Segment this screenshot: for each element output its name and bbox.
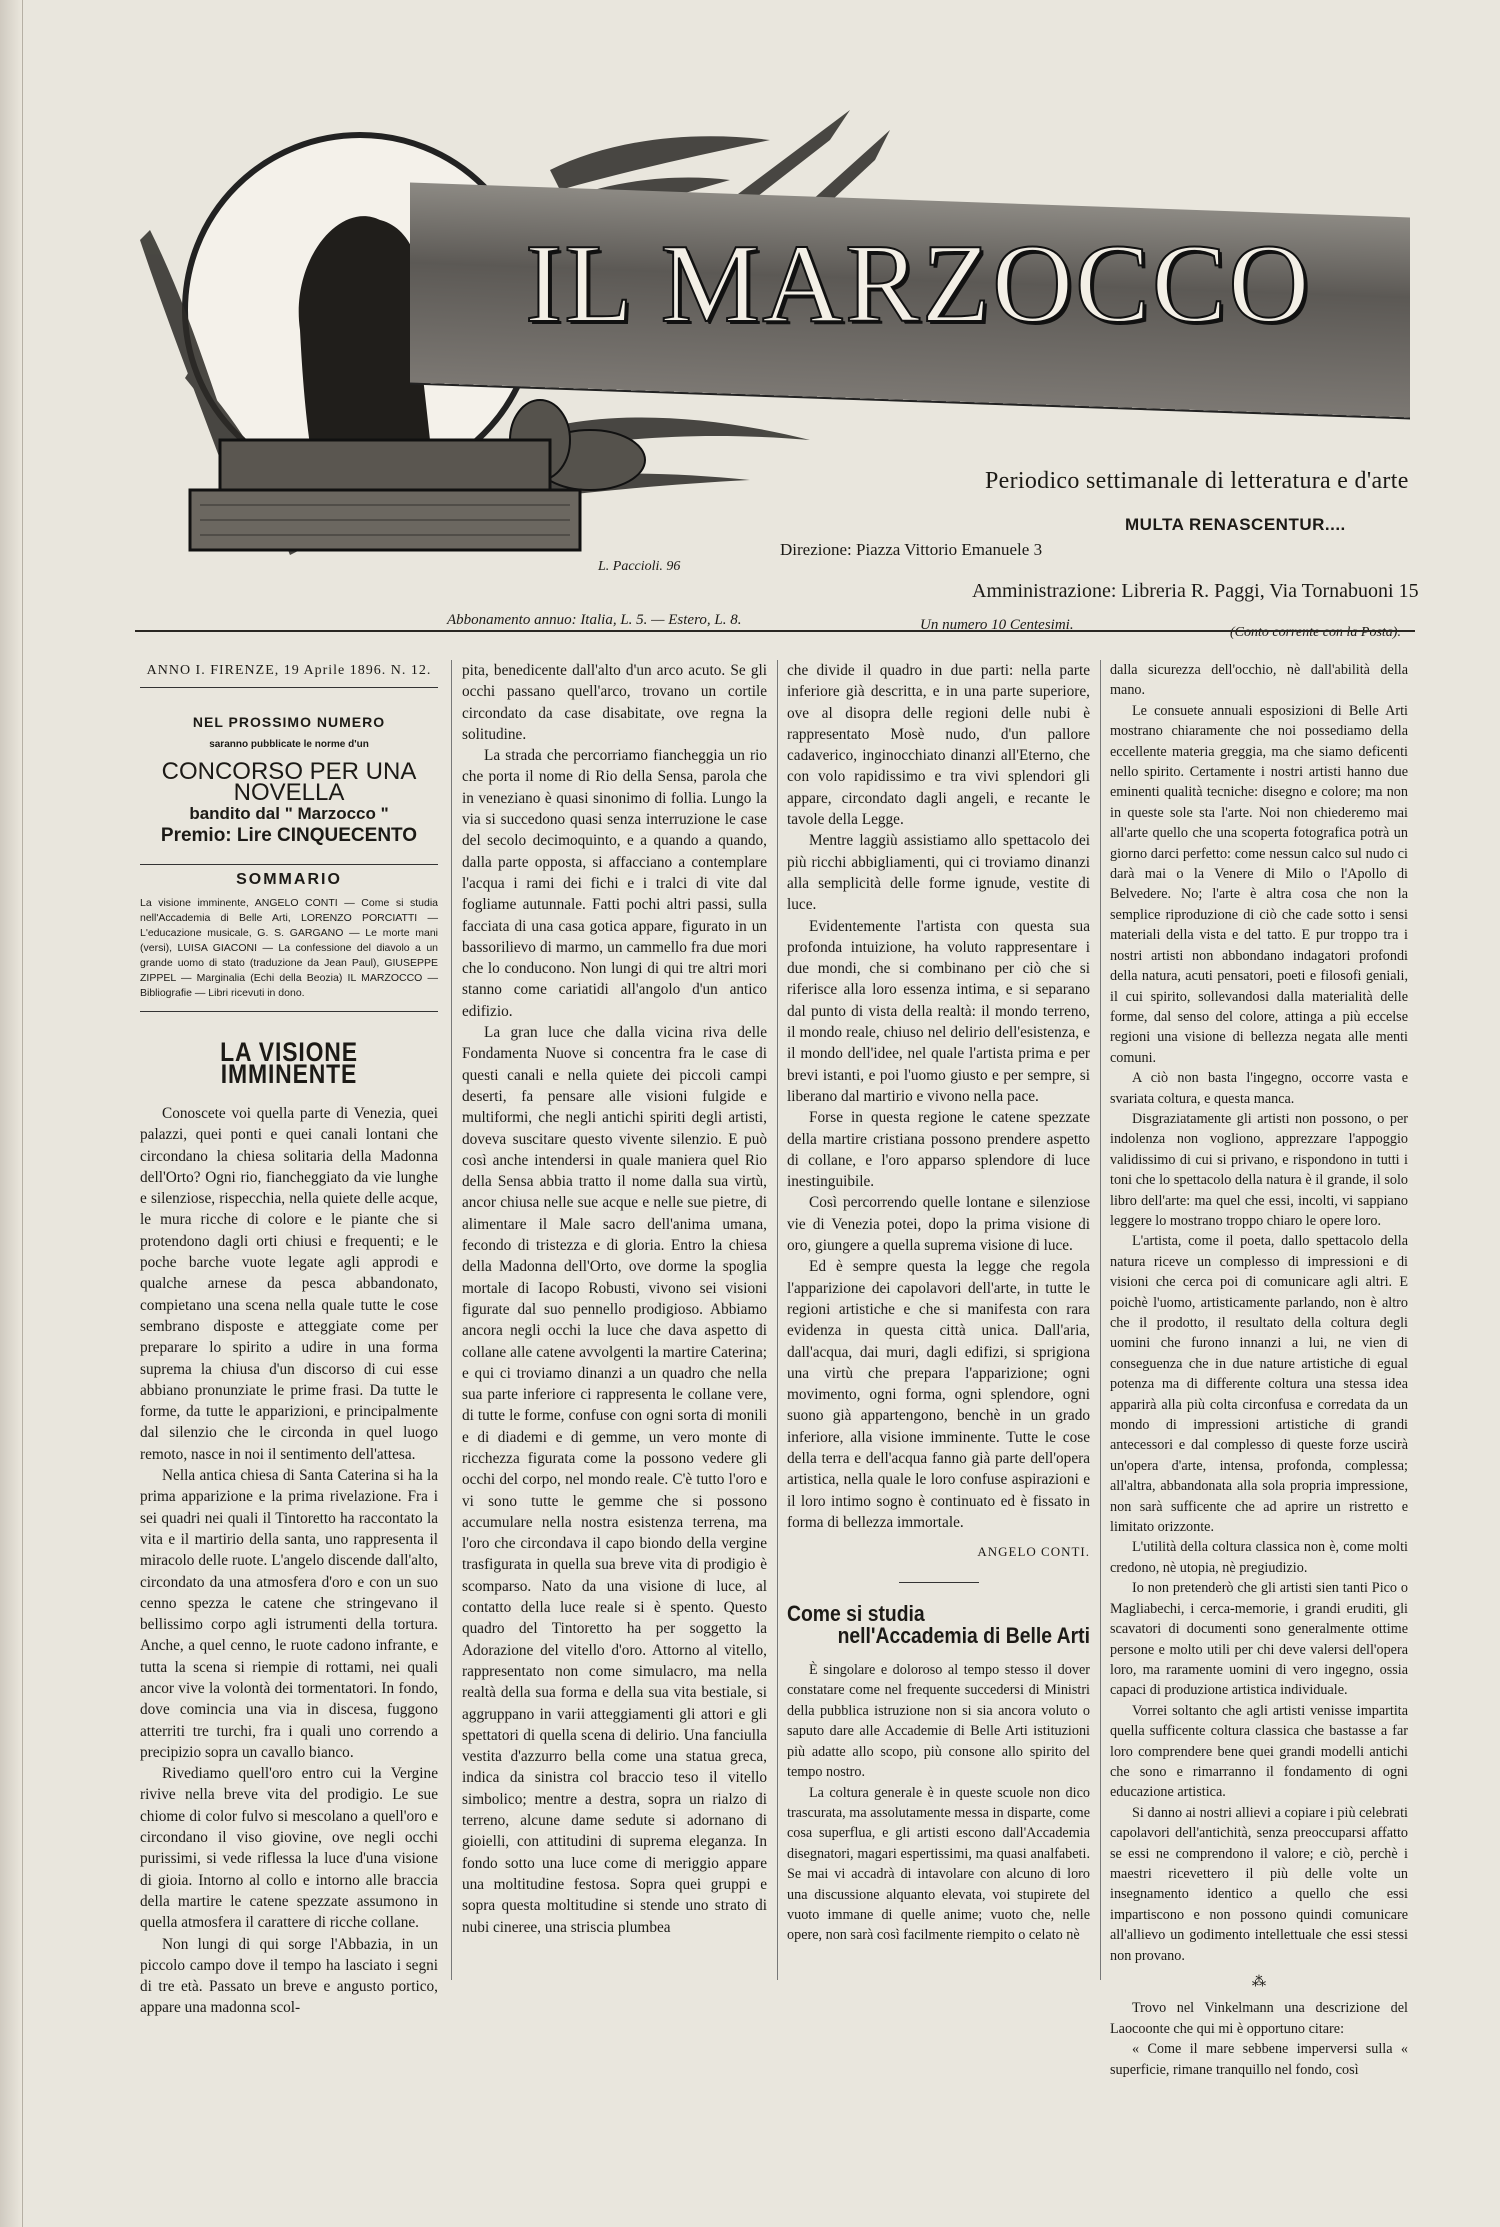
prossimo-sub: saranno pubblicate le norme d'un xyxy=(209,738,369,750)
conto-line: (Conto corrente con la Posta). xyxy=(1230,625,1401,640)
paragraph: Evidentemente l'artista con questa sua profonda intuizione, ha voluto rappresentare i due mondi, che si combinano per ciò che si riferisce alla loro essenza intima, e si separano dal punto di vista della realtà: il mondo terreno, il mondo reale, chiuso nel delirio dell'esistenza, e il mondo dell'idee, nel quale l'artista prima e per brevi istanti, e poi l'uomo giusto e per sempre, si liberano dal martirio e vivono nella pace. xyxy=(787,917,1090,1105)
paragraph: Mentre laggiù assistiamo allo spettacolo dei più ricchi abbigliamenti, qui ci troviamo dinanzi alla semplicità delle forme ignude, vestite di luce. xyxy=(787,832,1090,914)
concorso-premio: Premio: Lire CINQUECENTO xyxy=(160,824,418,846)
amministrazione-line: Amministrazione: Libreria R. Paggi, Via Tornabuoni 15 xyxy=(972,580,1419,602)
paragraph: Si danno ai nostri allievi a copiare i più celebrati capolavori dell'antichità, senza preoccuparsi affatto se essi ne comprendono il valore; e ciò, perchè i maestri ricevettero il più delle volte un insegnamento identico a quello che essi impartiscono e non possono quindi comunicare all'allievo un godimento intellettuale che essi stessi non provano. xyxy=(1110,1804,1408,1964)
paragraph: Disgraziatamente gli artisti non possono, o per indolenza non vogliono, apprezzare l'appoggio validissimo di cui si privano, e rispondono in tutti i toni che lo spettacolo della natura è il grande, il solo libro dell'arte: ma quel che essi, incolti, vi sappiano leggere lo mostrano troppo chiaro le opere loro. xyxy=(1110,1110,1408,1229)
paragraph: dalla sicurezza dell'occhio, nè dall'abilità della mano. xyxy=(1110,662,1408,699)
paragraph: Vorrei soltanto che agli artisti venisse impartita quella sufficente coltura classica che bastasse a far loro comprendere bene quei grandi modelli antichi che sono e rimarranno il fondamento di ogni educazione artistica. xyxy=(1110,1702,1408,1801)
masthead-motto: MULTA RENASCENTUR.... xyxy=(1125,515,1346,534)
paragraph: Le consuete annuali esposizioni di Belle Arti mostrano chiaramente che noi possediamo della eccellente materia greggia, ma che siamo deficenti nello spirito. Certamente i nostri artisti hanno due eminenti qualità tecniche: disegno e colore; ma non in queste sole sta l'arte. Noi non chiederemo mai all'arte quello che una scoperta fotografica potrà un giorno darci perfetto: come nessun calco sul nudo ci darà mai o la Venere di Milo o l'Apollo di Belvedere. No; l'arte è altra cosa che non la semplice riproduzione di ciò che cade sotto i sensi materiali della vista e del tatto. E pur troppo tra i nostri artisti non abbondano indagatori profondi della natura, acuti pensatori, poeti e filosofi geniali, il cui spirito, sollevandosi dalla materialità delle forme, dal senso del colore, attinga a più eccelse regioni una visione di bellezza negata alle menti comuni. xyxy=(1110,702,1408,1066)
separator xyxy=(899,1582,979,1583)
concorso-bandito: bandito dal " Marzocco " xyxy=(189,804,389,824)
column-3 xyxy=(787,660,1090,1946)
masthead-title: IL MARZOCCO xyxy=(525,222,1312,346)
paragraph: È singolare e doloroso al tempo stesso il dover constatare come nel frequente succedersi di Ministri della pubblica istruzione non si sia ancora voluto o saputo dare alle Accademie di Belle Arti istituzioni più adatte allo scopo, più consone allo spirito del tempo nostro. xyxy=(787,1662,1090,1781)
paragraph: La strada che percorriamo fiancheggia un rio che porta il nome di Rio della Sensa, parola che in veneziano è quasi sinonimo di follia. Lungo la via si succedono quasi senza interruzione le case del secolo decimoquinto, e a quando a quando, dalla parte opposta, si affacciano a contemplare l'acqua i rami dei fichi e i tralci di vite dal fogliame autunnale. Fatti pochi altri passi, sulla facciata di una casa gotica appare, figurato in un bassorilievo di marmo, un cammello fra due mori che lo conducono. Non lungi di qui tre altri mori stanno come cariatidi all'angolo d'un antico edifizio. xyxy=(462,747,767,1020)
paragraph: che divide il quadro in due parti: nella parte inferiore già descritta, e in una parte superiore, ove al disopra delle regioni delle nubi è rappresentato Mosè nudo, d'un pallore cadaverico, inginocchiato dinanzi all'Eterno, che con volo rapidissimo e tra vivi splendori gli appare, circondato dagli angeli, e recante le tavole della Legge. xyxy=(787,662,1090,829)
paragraph: La gran luce che dalla vicina riva delle Fondamenta Nuove si concentra fra le case di questi canali e nella quiete dei piccoli campi deserti, fa pensare alle visioni fulgide e multiformi, che negli antichi spiriti degli artisti, doveva suscitare questo vivente silenzio. E può così anche intendersi in quale maniera quel Rio della Sensa abbia tratto il nome dalla sua virtù, ancor chiusa nelle sue acque e nelle sue pietre, di alimentare il Male sacro dell'anima umana, fecondo di tristezza e di gloria. Entro la chiesa della Madonna dell'Orto, ove dorme la spoglia mortale di Iacopo Robusti, vivono sei visioni figurate dal suo pennello prodigioso. Abbiamo ancora negli occhi la luce che dava aspetto di collane alle catene avvolgenti la martire Caterina; e qui ci troviamo dinanzi a un quadro che nella sua parte inferiore ci rappresenta le collane vere, di tutte le forme, confuse con ogni sorta di monili e di diademi e di gemme, un vero monte di ricchezza figurata come la possono vedere gli occhi del corpo, nel mondo reale. C'è tutto l'oro e vi sono tutte le gemme che si possono accumulare nella nostra esistenza terrena, ma l'oro che circondava il capo biondo della vergine trasfigurata in quella sua breve vita di prodigio è scomparso. Nato da una visione di luce, al contatto della luce reale si è spento. Questo quadro del Tintoretto ha per soggetto la Adorazione del vitello d'oro. Attorno al vitello, rappresentato non come simulacro, ma nella realtà della sua forma e della sua vita bestiale, si aggruppano in varii atteggiamenti gli attori e gli spettatori di quella scena di delirio. Una fanciulla vestita d'azzurro bella come una statua greca, indica da sinistra col braccio teso il vitello simbolico; mentre a destra, sopra un rialzo di terreno, alcune dame sedute si adornano di gioielli, con attitudini di suprema eleganza. In fondo sotto una luce come di meriggio appare una moltitudine festosa. Sopra quei gruppi e sopra questa moltitudine si stende uno strato di nubi cineree, una striscia plumbea xyxy=(462,1024,767,1936)
paragraph: « Come il mare sebbene imperversi sulla « superficie, rimane tranquillo nel fondo, così xyxy=(1110,2041,1408,2078)
issue-line: ANNO I. FIRENZE, 19 Aprile 1896. N. 12. xyxy=(146,663,432,678)
abbonamento-line: Abbonamento annuo: Italia, L. 5. — Estero, L. 8. xyxy=(447,612,742,628)
paragraph: Così percorrendo quelle lontane e silenziose vie di Venezia potei, dopo la prima visione di oro, giungere a quella suprema visione di luce. xyxy=(787,1194,1090,1255)
paragraph: Rivediamo quell'oro entro cui la Vergine rivive nella breve vita del prodigio. Le sue chiome di color fulvo si mescolano a quell'oro e circondano il viso giovine, ove negli occhi purissimi, si vede riflessa la luce d'una visione di gioia. Intorno al collo e intorno alle braccia della martire le catene spezzate assumono in quella atmosfera il carattere di ricche collane. xyxy=(140,1765,438,1932)
paragraph: Non lungi di qui sorge l'Abbazia, in un piccolo campo dove il tempo ha lasciato i segni di tre età. Passato un breve e angusto portico, appare una madonna scol- xyxy=(140,1935,438,2017)
masthead-subtitle: Periodico settimanale di letteratura e d'arte xyxy=(985,468,1409,494)
sommario-text: La visione imminente, ANGELO CONTI — Come si studia nell'Accademia di Belle Arti, LORENZO PORCIATTI — L'educazione musicale, G. S. GARGANO — Le morte mani (versi), LUISA GIACONI — La confessione del diavolo a un grande uomo di stato (traduzione da Jean Paul), GIUSEPPE ZIPPEL — Marginalia (Echi della Beozia) IL MARZOCCO — Bibliografie — Libri ricevuti in dono. xyxy=(140,897,438,1000)
paragraph: Forse in questa regione le catene spezzate della martire cristiana possono prendere aspetto di collane, e l'oro apparso splendore di luce inestinguibile. xyxy=(787,1109,1090,1191)
concorso-title: CONCORSO PER UNA NOVELLA xyxy=(161,757,417,807)
paragraph: Io non pretenderò che gli artisti sien tanti Pico o Magliabechi, i cerca-memorie, i grandi eruditi, gli scavatori di documenti sono generalmente ottime persone e molto utili per chi deve valersi dell'opera loro, ma raramente uomini di vero ingegno, ossia capaci di produzione artistica individuale. xyxy=(1110,1580,1408,1699)
paragraph: L'utilità della coltura classica non è, come molti credono, nè utopia, nè pregiudizio. xyxy=(1110,1539,1408,1576)
paragraph: Conoscete voi quella parte di Venezia, quei palazzi, quei ponti e quei canali lontani che circondano la chiesa solitaria della Madonna dell'Orto? Ogni rio, fiancheggiato da vie lunghe e silenziose, rispecchia, nella quiete delle acque, le mura ricche di colore e le piante che si protendono dagli orti chiusi e frequenti; e le poche barche vuote legate agli approdi e qualche arnese da pesca abbandonato, compietano una scena nella quale tutte le cose sembrano disposte e atteggiate come per preparare lo spirito a udire in una forma suprema la chiusa d'un discorso di cui esse abbiano pronunziate le prime frasi. Da tutte le forme, da tutte le apparizioni, e principalmente dal silenzio che le circonda in quel luogo remoto, nasce in noi il sentimento dell'attesa. xyxy=(140,1104,438,1463)
price-line: Un numero 10 Centesimi. xyxy=(920,617,1074,633)
paragraph: Trovo nel Vinkelmann una descrizione del Laocoonte che qui mi è opportuno citare: xyxy=(1110,2000,1408,2037)
article-signature: ANGELO CONTI. xyxy=(977,1544,1090,1560)
paragraph: Nella antica chiesa di Santa Caterina si ha la prima apparizione e la prima rivelazione. Fra i sei quadri nei quali il Tintoretto ha raccontato la vita e il martirio della santa, uno rappresenta il miracolo delle ruote. L'angelo discende dall'alto, circondato da una atmosfera d'oro e con un suo cenno spezza le catene che stringevano il bellissimo corpo agli istrumenti della tortura. Anche, a quel cenno, le ruote cadono infrante, e tutta la scena si riempie di rottami, nei quali ancor vive la volontà dei tormentatori. In fondo, dove comincia una via in discesa, fuggono atterriti tre turchi, fra i quali uno correndo a precipizio sopra un cavallo bianco. xyxy=(140,1467,438,1761)
column-divider xyxy=(451,660,452,1980)
paragraph: L'artista, come il poeta, dallo spettacolo della natura riceve un complesso di impressioni e di visioni che cerca poi di comunicare agli altri. E poichè l'uomo, artisticamente parlando, non è altro che il prodotto, il resultato della coltura degli uomini che furono innanzi a lui, ne vien di conseguenza che in due nature artistiche di egual potenza ma di differente coltura una stessa idea apparirà alla più colta circonfusa e corredata da un mondo di impressioni artistiche di grandi antecessori e dal complesso di queste forze uscirà un'opera d'arte, intensa, profonda, complessa; all'altra, abbandonata alla sola propria impressione, non sarà sufficente che ad aprire un ristretto e limitato orizzonte. xyxy=(1110,1233,1408,1536)
paragraph: A ciò non basta l'ingegno, occorre vasta e svariata coltura, e questa manca. xyxy=(1110,1070,1408,1107)
column-2 xyxy=(462,660,767,1938)
paragraph: La coltura generale è in queste scuole non dico trascurata, ma assolutamente messa in disparte, come cosa superflua, e gli artisti escono dall'Accademia disegnatori, magari espertissimi, ma quasi analfabeti. Se mai vi accadrà di intavolare con alcuno di loro una discussione alquanto elevata, voi stupirete del vuoto immane di quelle anime; vuoto che, nelle opere, non sarà così facilmente riempito o celato nè xyxy=(787,1784,1090,1944)
prossimo-heading: NEL PROSSIMO NUMERO xyxy=(192,714,386,731)
artist-signature: L. Paccioli. 96 xyxy=(598,559,681,574)
column-1 xyxy=(140,660,438,2019)
direzione-line: Direzione: Piazza Vittorio Emanuele 3 xyxy=(780,540,1043,559)
article2-title-line1: Come si studia xyxy=(787,1601,925,1627)
paragraph: Ed è sempre questa la legge che regola l'apparizione dei capolavori dell'arte, in tutte le regioni artistiche e che si manifesta con rara evidenza in questa città unica. Dall'aria, dall'acqua, dai muri, dagli edifizi, si sprigiona una virtù che prepara l'apparizione; ogni movimento, ogni forma, ogni splendore, ogni suono già appartengono, benchè in un grado inferiore, alla visione imminente. Tutte le cose della terra e dell'acqua fanno già parte dell'opera artistica, nella quale le loro confuse aspirazioni e il loro intimo sogno è continuato ed è fissato in forma di bellezza immortale. xyxy=(787,1258,1090,1531)
masthead-rule xyxy=(135,630,1415,632)
article-title: LA VISIONE IMMINENTE xyxy=(220,1037,358,1089)
article2-title-line2: nell'Accademia di Belle Arti xyxy=(837,1622,1090,1648)
column-divider xyxy=(1100,660,1101,1980)
column-4 xyxy=(1110,660,1408,2080)
paragraph: pita, benedicente dall'alto d'un arco acuto. Se gli occhi passano quell'arco, trovano un cortile circondato da case disabitate, ove regna la solitudine. xyxy=(462,662,767,743)
sommario-heading: SOMMARIO xyxy=(140,864,438,890)
page-edge xyxy=(0,0,23,2227)
column-divider xyxy=(777,660,778,1980)
asterism-icon: ⁂ xyxy=(1251,1974,1267,1990)
